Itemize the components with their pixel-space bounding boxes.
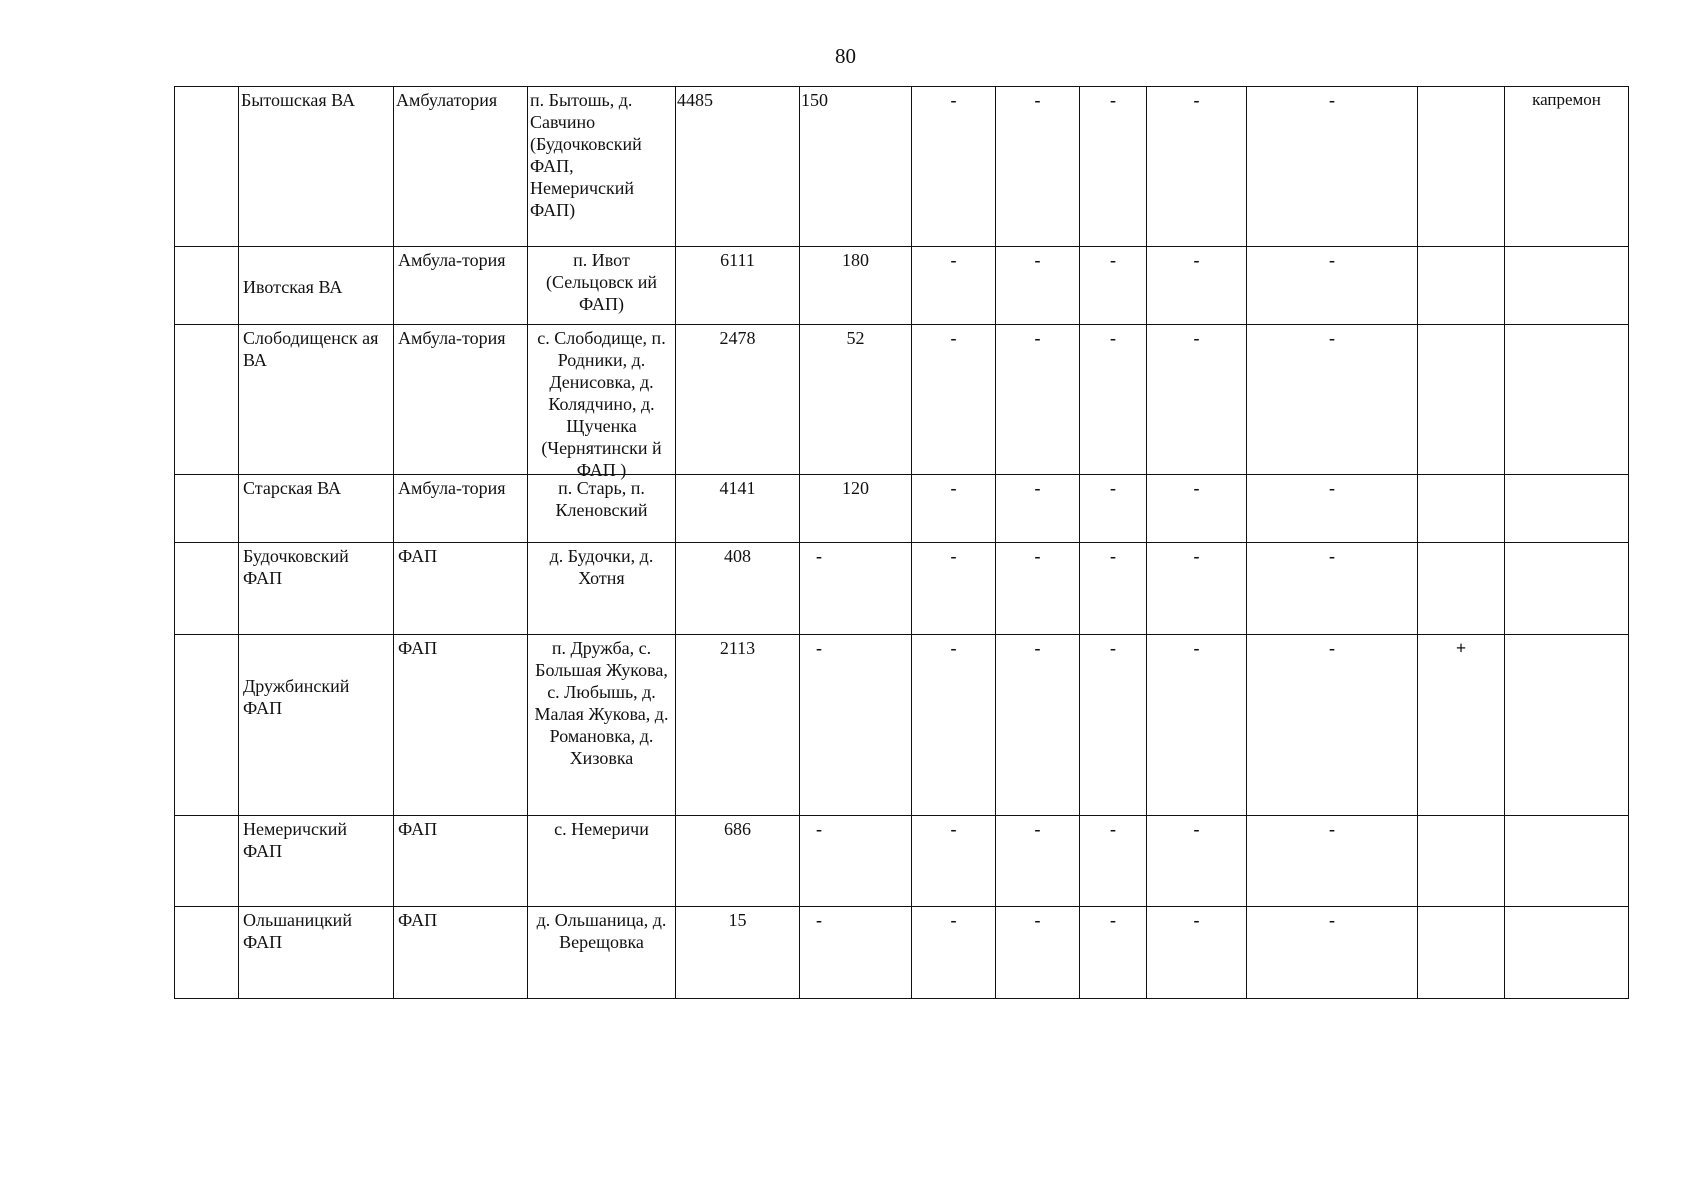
capacity-value: -	[800, 635, 912, 816]
row-index-cell	[175, 816, 239, 907]
capacity-value: 150	[800, 87, 912, 247]
service-area-text: с. Слободище, п. Родники, д. Денисовка, д. Колядчино, д. Щученка (Чернятински й ФАП )	[537, 328, 666, 480]
column-9-value: -	[1080, 325, 1147, 475]
column-11-value: -	[1247, 475, 1418, 543]
table-row	[175, 475, 1629, 543]
facility-type: ФАП	[394, 543, 528, 635]
population-value: 408	[676, 543, 800, 635]
column-8-value: -	[996, 907, 1080, 999]
note-value	[1505, 543, 1629, 635]
population-value: 4141	[676, 475, 800, 543]
note-value	[1505, 635, 1629, 816]
note-value	[1505, 475, 1629, 543]
row-index-cell	[175, 325, 239, 475]
table-row	[175, 325, 1629, 475]
facility-name: Ивотская ВА	[239, 247, 394, 325]
capacity-value: 52	[800, 325, 912, 475]
population-value: 2113	[676, 635, 800, 816]
capacity-value: -	[800, 543, 912, 635]
facility-name: Немеричский ФАП	[239, 816, 394, 907]
population-value: 6111	[676, 247, 800, 325]
table-row	[175, 635, 1629, 816]
column-10-value: -	[1147, 907, 1247, 999]
column-10-value: -	[1147, 816, 1247, 907]
facility-name: Слободищенск ая ВА	[239, 325, 394, 475]
page-number: 80	[835, 44, 856, 68]
column-10-value: -	[1147, 87, 1247, 247]
facility-name: Будочковский ФАП	[239, 543, 394, 635]
column-11-value: -	[1247, 87, 1418, 247]
column-12-value	[1418, 247, 1505, 325]
column-9-value: -	[1080, 87, 1147, 247]
column-8-value: -	[996, 87, 1080, 247]
service-area: д. Ольшаница, д. Верещовка	[528, 907, 676, 999]
column-7-value: -	[912, 325, 996, 475]
column-8-value: -	[996, 543, 1080, 635]
column-8-value: -	[996, 816, 1080, 907]
capacity-value: 120	[800, 475, 912, 543]
note-value	[1505, 247, 1629, 325]
table-row	[175, 816, 1629, 907]
column-10-value: -	[1147, 475, 1247, 543]
row-index-cell	[175, 475, 239, 543]
capacity-value: -	[800, 907, 912, 999]
row-index-cell	[175, 543, 239, 635]
column-9-value: -	[1080, 475, 1147, 543]
table-row	[175, 543, 1629, 635]
facility-name: Старская ВА	[239, 475, 394, 543]
facility-name: Бытошская ВА	[239, 87, 394, 247]
column-9-value: -	[1080, 543, 1147, 635]
service-area: д. Будочки, д. Хотня	[528, 543, 676, 635]
column-7-value: -	[912, 543, 996, 635]
table-row	[175, 907, 1629, 999]
capacity-value: -	[800, 816, 912, 907]
column-12-value	[1418, 87, 1505, 247]
column-7-value: -	[912, 816, 996, 907]
service-area	[528, 325, 676, 480]
column-8-value: -	[996, 475, 1080, 543]
column-12-value	[1418, 325, 1505, 475]
column-11-value: -	[1247, 635, 1418, 816]
column-10-value: -	[1147, 247, 1247, 325]
column-12-value: +	[1418, 635, 1505, 816]
facility-type: ФАП	[394, 816, 528, 907]
column-9-value: -	[1080, 907, 1147, 999]
column-10-value: -	[1147, 543, 1247, 635]
column-9-value: -	[1080, 635, 1147, 816]
column-8-value: -	[996, 247, 1080, 325]
service-area: п. Ивот (Сельцовск ий ФАП)	[528, 247, 676, 325]
note-value: капремон	[1505, 87, 1629, 247]
facility-name: Ольшаницкий ФАП	[239, 907, 394, 999]
column-12-value	[1418, 816, 1505, 907]
population-value: 686	[676, 816, 800, 907]
population-value: 4485	[676, 87, 800, 247]
facility-type: Амбула-тория	[394, 475, 528, 543]
table-row	[175, 247, 1629, 325]
column-11-value: -	[1247, 325, 1418, 475]
service-area: п. Старь, п. Кленовский	[528, 475, 676, 543]
column-8-value: -	[996, 325, 1080, 475]
table-row	[175, 87, 1629, 247]
column-7-value: -	[912, 635, 996, 816]
column-10-value: -	[1147, 325, 1247, 475]
column-10-value: -	[1147, 635, 1247, 816]
note-value	[1505, 907, 1629, 999]
facility-type: ФАП	[394, 635, 528, 816]
note-value	[1505, 325, 1629, 475]
column-11-value: -	[1247, 816, 1418, 907]
column-12-value	[1418, 907, 1505, 999]
facilities-table	[174, 86, 1629, 999]
row-index-cell	[175, 907, 239, 999]
column-11-value: -	[1247, 907, 1418, 999]
population-value: 15	[676, 907, 800, 999]
row-index-cell	[175, 247, 239, 325]
column-7-value: -	[912, 475, 996, 543]
capacity-value: 180	[800, 247, 912, 325]
column-7-value: -	[912, 87, 996, 247]
service-area: п. Бытошь, д. Савчино (Будочковский ФАП, Немеричский ФАП)	[528, 87, 676, 247]
column-12-value	[1418, 475, 1505, 543]
column-9-value: -	[1080, 816, 1147, 907]
service-area: п. Дружба, с. Большая Жукова, с. Любышь, д. Малая Жукова, д. Романовка, д. Хизовка	[528, 635, 676, 816]
column-7-value: -	[912, 247, 996, 325]
column-8-value: -	[996, 635, 1080, 816]
facility-type: Амбулатория	[394, 87, 528, 247]
service-area: с. Немеричи	[528, 816, 676, 907]
note-value	[1505, 816, 1629, 907]
facility-name: Дружбинский ФАП	[239, 635, 394, 816]
facility-type: ФАП	[394, 907, 528, 999]
population-value: 2478	[676, 325, 800, 475]
column-7-value: -	[912, 907, 996, 999]
facility-type: Амбула-тория	[394, 247, 528, 325]
column-11-value: -	[1247, 543, 1418, 635]
row-index-cell	[175, 635, 239, 816]
facility-type: Амбула-тория	[394, 325, 528, 475]
column-9-value: -	[1080, 247, 1147, 325]
column-12-value	[1418, 543, 1505, 635]
column-11-value: -	[1247, 247, 1418, 325]
row-index-cell	[175, 87, 239, 247]
